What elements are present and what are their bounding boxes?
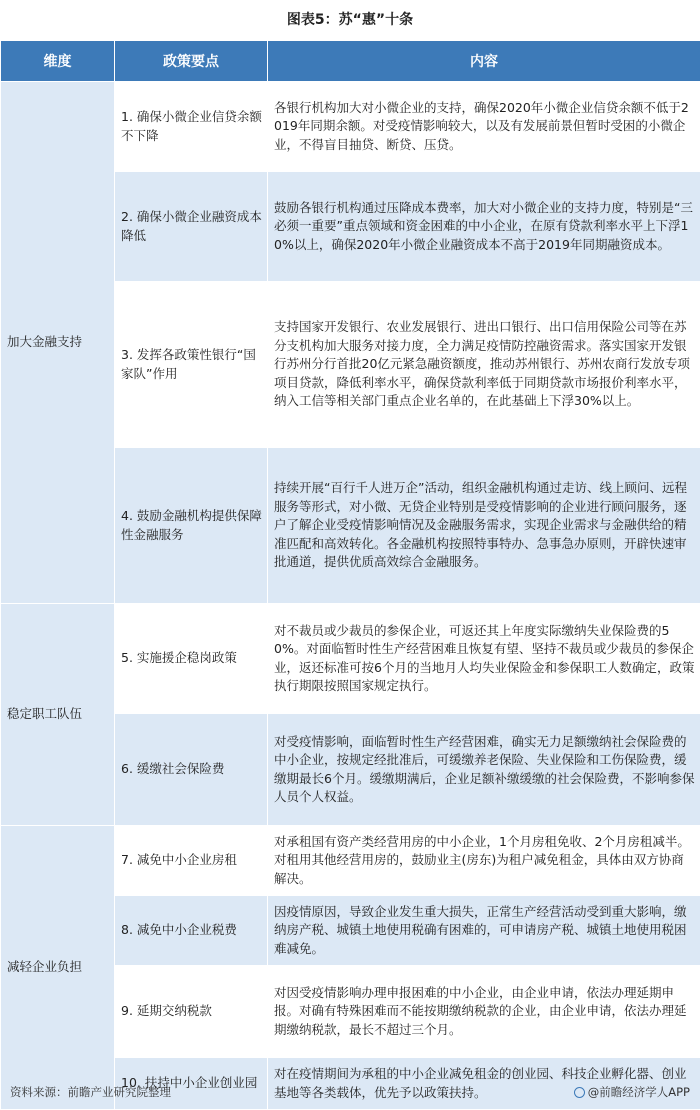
dimension-cell: 加大金融支持	[1, 82, 115, 604]
policy-point-cell: 3. 发挥各政策性银行“国家队”作用	[115, 282, 268, 448]
content-cell: 对受疫情影响，面临暂时性生产经营困难，确实无力足额缴纳社会保险费的中小企业，按规定经批准后，可缓缴养老保险、失业保险和工伤保险费，缓缴期最长6个月。缓缴期满后，企业足额补缴缓缴的社会保险费，不影响参保人员个人权益。	[268, 714, 700, 826]
brand-text: @前瞻经济学人APP	[588, 1085, 690, 1099]
header-dimension: 维度	[1, 41, 115, 82]
content-cell: 对承租国有资产类经营用房的中小企业，1个月房租免收、2个月房租减半。对租用其他经营用房的，鼓励业主(房东)为租户减免租金，具体由双方协商解决。	[268, 826, 700, 896]
qianzhan-logo-icon	[574, 1087, 585, 1098]
policy-point-cell: 8. 减免中小企业税费	[115, 896, 268, 966]
brand-credit	[574, 1084, 690, 1100]
content-cell: 持续开展“百行千人进万企”活动，组织金融机构通过走访、线上顾问、远程服务等形式，对小微、无贷企业特别是受疫情影响的企业进行顾问服务，逐户了解企业受疫情影响情况及金融服务需求，实现企业需求与金融供给的精准匹配和高效转化。各金融机构按照特事特办、急事急办原则，开辟快速审批通道，提供优质高效综合金融服务。	[268, 448, 700, 604]
policy-point-cell: 1. 确保小微企业信贷余额不下降	[115, 82, 268, 172]
policy-point-cell: 6. 缓缴社会保险费	[115, 714, 268, 826]
footer	[0, 1078, 700, 1105]
policy-point-cell: 4. 鼓励金融机构提供保障性金融服务	[115, 448, 268, 604]
policy-point-cell: 9. 延期交纳税款	[115, 966, 268, 1058]
content-cell: 支持国家开发银行、农业发展银行、进出口银行、出口信用保险公司等在苏分支机构加大服务对接力度，全力满足疫情防控融资需求。落实国家开发银行苏州分行首批20亿元紧急融资额度，推动苏州银行、苏州农商行发放专项项目贷款，降低利率水平，确保贷款利率低于同期贷款市场报价利率水平，纳入工信等相关部门重点企业名单的，在此基础上下浮30%以上。	[268, 282, 700, 448]
content-cell: 对因受疫情影响办理申报困难的中小企业，由企业申请，依法办理延期申报。对确有特殊困难而不能按期缴纳税款的企业，由企业申请，依法办理延期缴纳税款，最长不超过三个月。	[268, 966, 700, 1058]
table-row	[1, 604, 700, 714]
table-header-row	[1, 41, 700, 82]
content-cell: 对不裁员或少裁员的参保企业，可返还其上年度实际缴纳失业保险费的50%。对面临暂时性生产经营困难且恢复有望、坚持不裁员或少裁员的参保企业，返还标准可按6个月的当地月人均失业保险金和参保职工人数确定，政策执行期限按照国家规定执行。	[268, 604, 700, 714]
header-content: 内容	[268, 41, 700, 82]
content-cell: 对在疫情期间为承租的中小企业减免租金的创业园、科技企业孵化器、创业基地等各类载体，优先予以政策扶持。	[268, 1058, 700, 1110]
header-policy-point: 政策要点	[115, 41, 268, 82]
policy-point-cell: 10. 扶持中小企业创业园	[115, 1058, 268, 1110]
policy-table	[0, 40, 700, 1110]
content-cell: 因疫情原因，导致企业发生重大损失，正常生产经营活动受到重大影响，缴纳房产税、城镇土地使用税确有困难的，可申请房产税、城镇土地使用税困难减免。	[268, 896, 700, 966]
table-row	[1, 826, 700, 896]
content-cell: 鼓励各银行机构通过压降成本费率，加大对小微企业的支持力度，特别是“三必须一重要”重点领域和资金困难的中小企业，在原有贷款利率水平上下浮10%以上，确保2020年小微企业融资成本不高于2019年同期融资成本。	[268, 172, 700, 282]
policy-point-cell: 2. 确保小微企业融资成本降低	[115, 172, 268, 282]
policy-point-cell: 5. 实施援企稳岗政策	[115, 604, 268, 714]
policy-point-cell: 7. 减免中小企业房租	[115, 826, 268, 896]
dimension-cell: 稳定职工队伍	[1, 604, 115, 826]
source-note: 资料来源：前瞻产业研究院整理	[10, 1084, 171, 1100]
chart-title: 图表5：苏“惠”十条	[0, 0, 700, 40]
table-row	[1, 82, 700, 172]
dimension-cell: 减轻企业负担	[1, 826, 115, 1110]
content-cell: 各银行机构加大对小微企业的支持，确保2020年小微企业信贷余额不低于2019年同期余额。对受疫情影响较大，以及有发展前景但暂时受困的小微企业，不得盲目抽贷、断贷、压贷。	[268, 82, 700, 172]
